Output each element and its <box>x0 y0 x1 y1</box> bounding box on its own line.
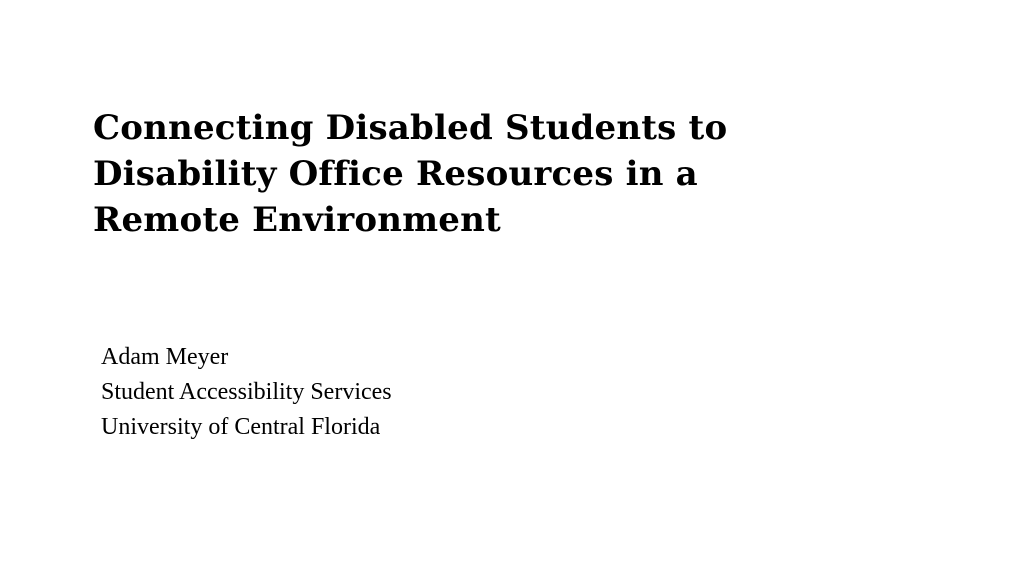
slide-title-line-3: Remote Environment <box>93 200 501 240</box>
slide-title-line-2: Disability Office Resources in a <box>93 154 698 194</box>
institution-name: University of Central Florida <box>101 414 381 440</box>
slide-title <box>93 105 953 243</box>
author-name: Adam Meyer <box>101 344 229 370</box>
department-name: Student Accessibility Services <box>101 379 392 405</box>
slide-title-line-1: Connecting Disabled Students to <box>93 108 728 148</box>
slide-subtitle <box>101 340 801 445</box>
